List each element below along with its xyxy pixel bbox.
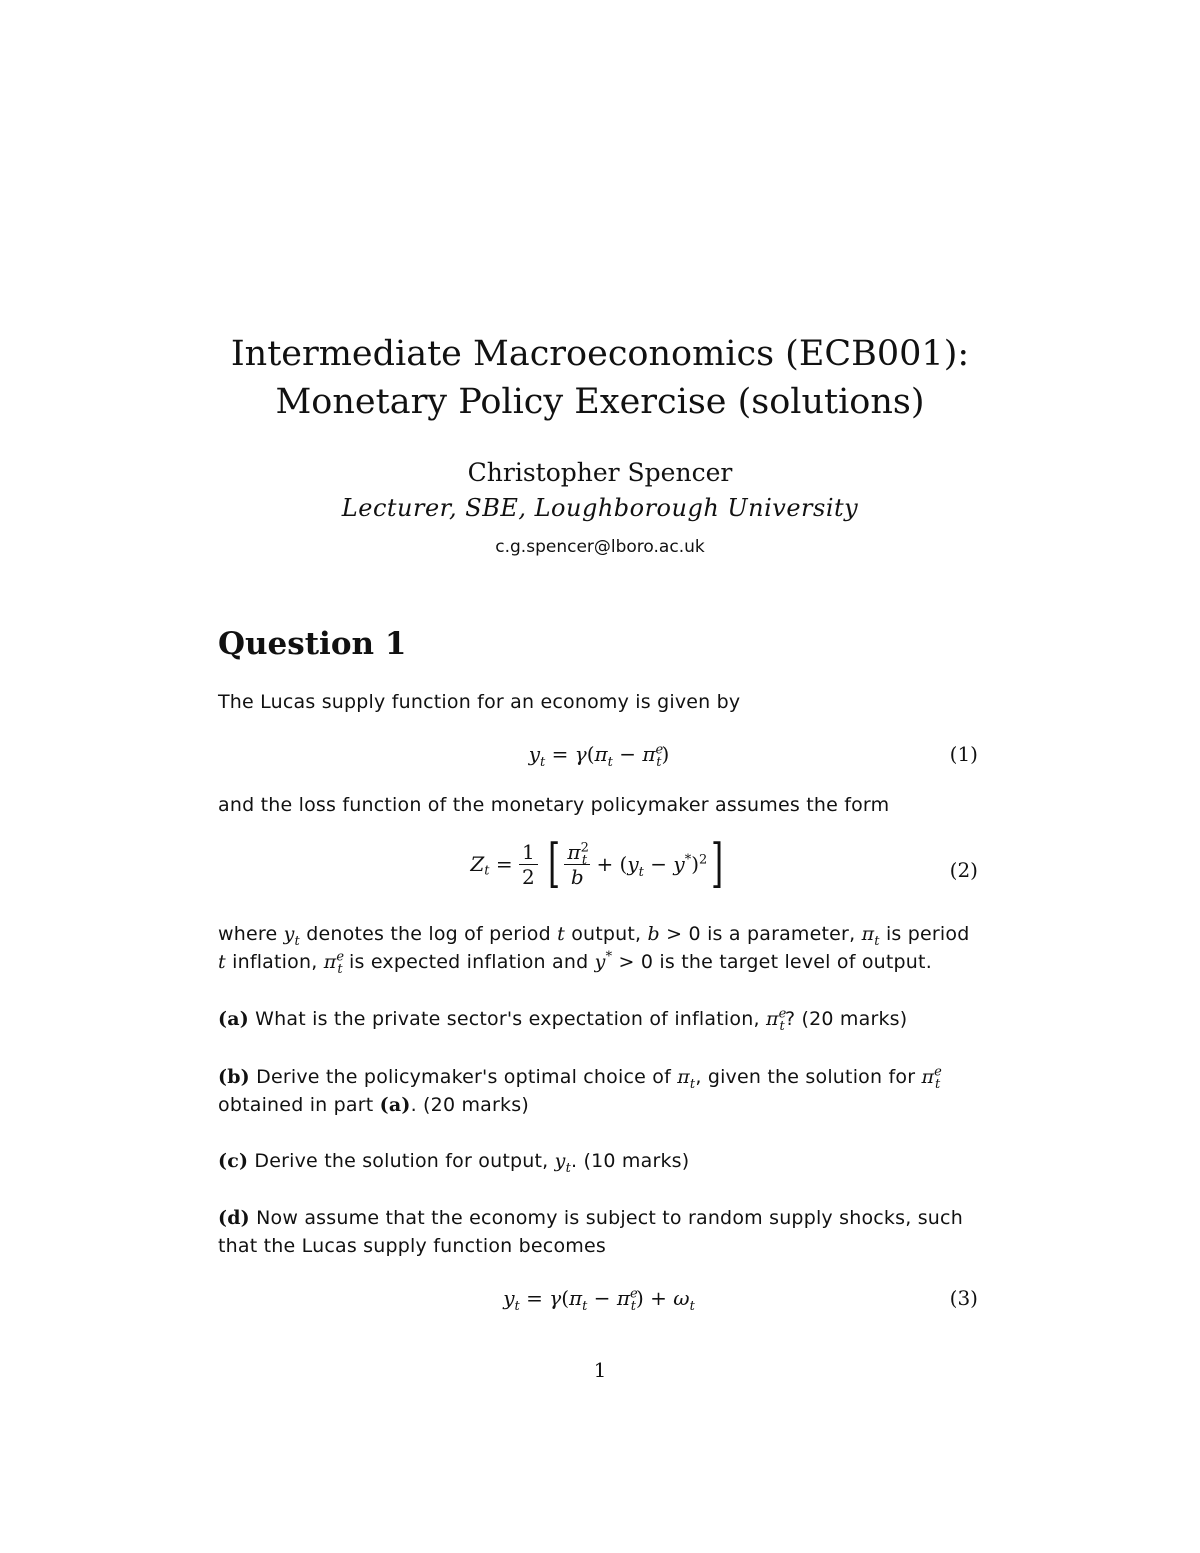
author-email: c.g.spencer@lboro.ac.uk — [495, 537, 705, 557]
equation-1-body: $y_t = \gamma(\pi_t - \pi^e_t)$ — [528, 742, 670, 770]
equation-1 — [218, 742, 980, 782]
part-c-label: (c) — [218, 1150, 249, 1172]
equation-3-body: $y_t = \gamma(\pi_t - \pi^e_t) + \omega_t$ — [503, 1286, 695, 1314]
pi-squared-over-b-fraction: $\frac{\pi^2_t}{b}$ — [564, 840, 590, 889]
part-b: (b) Derive the policymaker's optimal choice of $\pi_t$, given the solution for $\pi^e_t$ obtained in part (a). (20 marks) — [218, 1064, 943, 1116]
title-line-1: Intermediate Macroeconomics (ECB001): — [230, 334, 970, 374]
author-name: Christopher Spencer — [467, 458, 733, 487]
one-half-fraction: $\frac{1}{2}$ — [519, 840, 538, 889]
part-d: (d) Now assume that the economy is subject to random supply shocks, such that the Lucas supply function becomes — [218, 1207, 963, 1257]
question-heading: Question 1 — [218, 626, 407, 662]
where-paragraph: where $y_t$ denotes the log of period t output, b > 0 is a parameter, $\pi_t$ is period t inflation, $\pi^e_t$ is expected inflation and y* > 0 is the target level of output. — [218, 923, 970, 977]
part-c: (c) Derive the solution for output, $y_t$. (10 marks) — [218, 1150, 690, 1176]
part-b-label: (b) — [218, 1066, 250, 1088]
equation-2 — [218, 834, 980, 908]
equation-2-body: $Z_t$ = $\frac{1}{2}$ [ $\frac{\pi^2_t}{b}$ + $(y_t - y^*)^2$] — [470, 834, 724, 894]
intro-paragraph: The Lucas supply function for an economy is given by — [218, 691, 741, 713]
author-affiliation: Lecturer, SBE, Loughborough University — [341, 494, 859, 522]
title-line-2: Monetary Policy Exercise (solutions) — [275, 382, 925, 422]
equation-2-number: (2) — [949, 858, 978, 882]
loss-intro-paragraph: and the loss function of the monetary policymaker assumes the form — [218, 794, 890, 816]
page-number: 1 — [593, 1358, 607, 1382]
part-a: (a) What is the private sector's expectation of inflation, $\pi^e_t$? (20 marks) — [218, 1006, 908, 1034]
equation-3-number: (3) — [949, 1286, 978, 1310]
part-d-label: (d) — [218, 1207, 250, 1229]
part-a-label: (a) — [218, 1008, 249, 1030]
document-title — [0, 330, 1200, 426]
equation-3 — [218, 1286, 980, 1326]
equation-1-number: (1) — [949, 742, 978, 766]
